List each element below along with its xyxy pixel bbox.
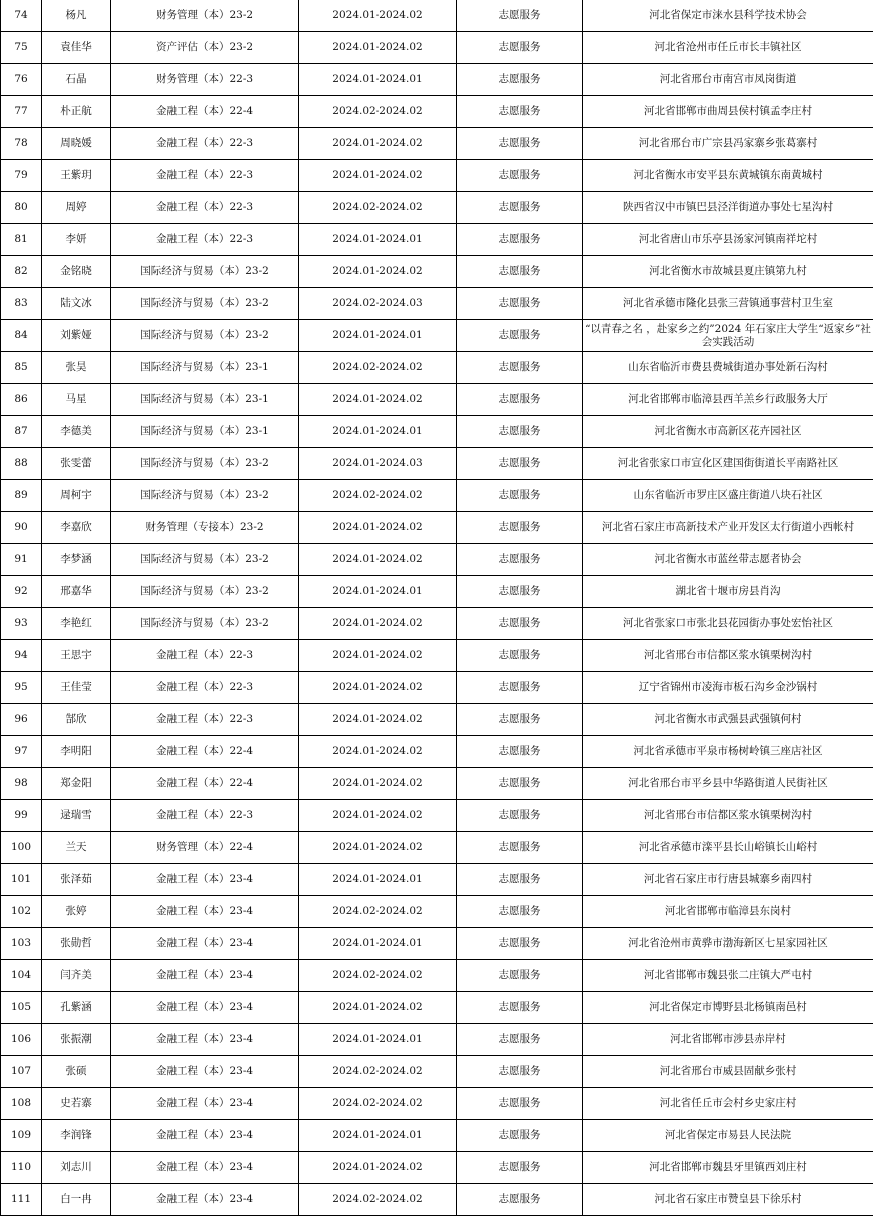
period-cell: 2024.02-2024.02 [299, 1184, 457, 1216]
class-cell: 国际经济与贸易（本）23-1 [111, 352, 299, 384]
period-cell: 2024.01-2024.01 [299, 864, 457, 896]
student-name-cell: 李润锋 [42, 1120, 111, 1152]
activity-type-cell: 志愿服务 [457, 480, 583, 512]
class-cell: 国际经济与贸易（本）23-2 [111, 544, 299, 576]
table-row [1, 1120, 873, 1152]
class-cell: 金融工程（本）22-3 [111, 640, 299, 672]
activity-type-cell: 志愿服务 [457, 1024, 583, 1056]
table-row [1, 448, 873, 480]
period-cell: 2024.01-2024.01 [299, 576, 457, 608]
period-cell: 2024.01-2024.02 [299, 512, 457, 544]
activity-type-cell: 志愿服务 [457, 864, 583, 896]
class-cell: 金融工程（本）23-4 [111, 1056, 299, 1088]
table-row [1, 64, 873, 96]
row-number-cell: 90 [1, 512, 42, 544]
student-name-cell: 马星 [42, 384, 111, 416]
location-cell: 河北省保定市涞水县科学技术协会 [583, 0, 873, 32]
activity-type-cell: 志愿服务 [457, 1120, 583, 1152]
student-name-cell: 孔紫涵 [42, 992, 111, 1024]
student-name-cell: 张雯蕾 [42, 448, 111, 480]
student-name-cell: 兰天 [42, 832, 111, 864]
class-cell: 金融工程（本）22-4 [111, 736, 299, 768]
location-cell: 河北省邯郸市魏县牙里镇西刘庄村 [583, 1152, 873, 1184]
row-number-cell: 75 [1, 32, 42, 64]
row-number-cell: 106 [1, 1024, 42, 1056]
student-name-cell: 李艳红 [42, 608, 111, 640]
row-number-cell: 91 [1, 544, 42, 576]
class-cell: 金融工程（本）23-4 [111, 928, 299, 960]
table-row [1, 1088, 873, 1120]
activity-type-cell: 志愿服务 [457, 640, 583, 672]
student-name-cell: 周晓媛 [42, 128, 111, 160]
student-name-cell: 白一冉 [42, 1184, 111, 1216]
class-cell: 金融工程（本）23-4 [111, 896, 299, 928]
row-number-cell: 96 [1, 704, 42, 736]
location-cell: 河北省衡水市高新区花卉园社区 [583, 416, 873, 448]
student-name-cell: 袁佳华 [42, 32, 111, 64]
student-name-cell: 周柯宇 [42, 480, 111, 512]
student-name-cell: 李嘉欣 [42, 512, 111, 544]
row-number-cell: 111 [1, 1184, 42, 1216]
class-cell: 财务管理（专接本）23-2 [111, 512, 299, 544]
row-number-cell: 104 [1, 960, 42, 992]
table-row [1, 320, 873, 352]
student-name-cell: 王佳莹 [42, 672, 111, 704]
location-cell: 河北省保定市博野县北杨镇南邑村 [583, 992, 873, 1024]
student-name-cell: 王紫玥 [42, 160, 111, 192]
row-number-cell: 80 [1, 192, 42, 224]
row-number-cell: 74 [1, 0, 42, 32]
student-name-cell: 刘志川 [42, 1152, 111, 1184]
student-name-cell: 陆文冰 [42, 288, 111, 320]
activity-type-cell: 志愿服务 [457, 544, 583, 576]
row-number-cell: 109 [1, 1120, 42, 1152]
table-row [1, 352, 873, 384]
table-row [1, 160, 873, 192]
row-number-cell: 84 [1, 320, 42, 352]
activity-type-cell: 志愿服务 [457, 960, 583, 992]
location-cell: 河北省邢台市广宗县冯家寨乡张葛寨村 [583, 128, 873, 160]
location-cell: 河北省邢台市信都区浆水镇栗树沟村 [583, 640, 873, 672]
table-row [1, 1024, 873, 1056]
period-cell: 2024.01-2024.02 [299, 384, 457, 416]
activity-type-cell: 志愿服务 [457, 224, 583, 256]
activity-type-cell: 志愿服务 [457, 192, 583, 224]
table-row [1, 672, 873, 704]
period-cell: 2024.01-2024.02 [299, 32, 457, 64]
table-row [1, 384, 873, 416]
table-row [1, 640, 873, 672]
student-name-cell: 石晶 [42, 64, 111, 96]
table-row [1, 32, 873, 64]
row-number-cell: 83 [1, 288, 42, 320]
period-cell: 2024.01-2024.01 [299, 64, 457, 96]
activity-type-cell: 志愿服务 [457, 1056, 583, 1088]
activity-type-cell: 志愿服务 [457, 992, 583, 1024]
class-cell: 金融工程（本）23-4 [111, 1152, 299, 1184]
table-body [1, 0, 873, 1216]
class-cell: 国际经济与贸易（本）23-2 [111, 288, 299, 320]
activity-type-cell: 志愿服务 [457, 832, 583, 864]
student-name-cell: 朴正航 [42, 96, 111, 128]
activity-type-cell: 志愿服务 [457, 1088, 583, 1120]
row-number-cell: 99 [1, 800, 42, 832]
period-cell: 2024.02-2024.02 [299, 1056, 457, 1088]
class-cell: 金融工程（本）22-3 [111, 192, 299, 224]
location-cell: 河北省衡水市武强县武强镇何村 [583, 704, 873, 736]
table-row [1, 1184, 873, 1216]
period-cell: 2024.01-2024.03 [299, 448, 457, 480]
period-cell: 2024.01-2024.02 [299, 608, 457, 640]
location-cell: 辽宁省锦州市凌海市板石沟乡金沙锅村 [583, 672, 873, 704]
location-cell: 河北省任丘市会村乡史家庄村 [583, 1088, 873, 1120]
table-row [1, 224, 873, 256]
class-cell: 国际经济与贸易（本）23-2 [111, 608, 299, 640]
class-cell: 财务管理（本）22-4 [111, 832, 299, 864]
table-row [1, 1152, 873, 1184]
student-name-cell: 张泽茹 [42, 864, 111, 896]
activity-type-cell: 志愿服务 [457, 256, 583, 288]
row-number-cell: 102 [1, 896, 42, 928]
table-row [1, 288, 873, 320]
student-name-cell: 张婷 [42, 896, 111, 928]
activity-type-cell: 志愿服务 [457, 416, 583, 448]
activity-type-cell: 志愿服务 [457, 736, 583, 768]
row-number-cell: 81 [1, 224, 42, 256]
activity-type-cell: 志愿服务 [457, 672, 583, 704]
student-name-cell: 邢嘉华 [42, 576, 111, 608]
student-name-cell: 逯瑞雪 [42, 800, 111, 832]
row-number-cell: 89 [1, 480, 42, 512]
activity-type-cell: 志愿服务 [457, 800, 583, 832]
location-cell: 河北省沧州市黄骅市渤海新区七星家园社区 [583, 928, 873, 960]
location-cell: “以青春之名 ，赴家乡之约”2024 年石家庄大学生“返家乡”社会实践活动 [583, 320, 873, 352]
activity-type-cell: 志愿服务 [457, 96, 583, 128]
row-number-cell: 88 [1, 448, 42, 480]
location-cell: 河北省保定市易县人民法院 [583, 1120, 873, 1152]
period-cell: 2024.01-2024.01 [299, 1024, 457, 1056]
location-cell: 河北省石家庄市赞皇县下徐乐村 [583, 1184, 873, 1216]
class-cell: 资产评估（本）23-2 [111, 32, 299, 64]
activity-type-cell: 志愿服务 [457, 1184, 583, 1216]
class-cell: 金融工程（本）23-4 [111, 1120, 299, 1152]
table-row [1, 544, 873, 576]
row-number-cell: 97 [1, 736, 42, 768]
period-cell: 2024.01-2024.02 [299, 832, 457, 864]
row-number-cell: 86 [1, 384, 42, 416]
activity-type-cell: 志愿服务 [457, 768, 583, 800]
location-cell: 河北省承德市隆化县张三营镇通事营村卫生室 [583, 288, 873, 320]
location-cell: 河北省衡水市安平县东黄城镇东南黄城村 [583, 160, 873, 192]
class-cell: 金融工程（本）23-4 [111, 960, 299, 992]
class-cell: 金融工程（本）22-3 [111, 160, 299, 192]
period-cell: 2024.01-2024.02 [299, 704, 457, 736]
location-cell: 陕西省汉中市镇巴县泾洋街道办事处七星沟村 [583, 192, 873, 224]
student-name-cell: 张勋哲 [42, 928, 111, 960]
class-cell: 金融工程（本）23-4 [111, 1184, 299, 1216]
table-row [1, 768, 873, 800]
class-cell: 国际经济与贸易（本）23-2 [111, 448, 299, 480]
activity-type-cell: 志愿服务 [457, 1152, 583, 1184]
table-row [1, 128, 873, 160]
table-row [1, 864, 873, 896]
class-cell: 金融工程（本）22-3 [111, 224, 299, 256]
location-cell: 河北省衡水市蓝丝带志愿者协会 [583, 544, 873, 576]
row-number-cell: 85 [1, 352, 42, 384]
period-cell: 2024.01-2024.02 [299, 768, 457, 800]
row-number-cell: 101 [1, 864, 42, 896]
table-row [1, 1056, 873, 1088]
row-number-cell: 95 [1, 672, 42, 704]
period-cell: 2024.01-2024.01 [299, 320, 457, 352]
period-cell: 2024.02-2024.03 [299, 288, 457, 320]
class-cell: 金融工程（本）23-4 [111, 1024, 299, 1056]
class-cell: 金融工程（本）23-4 [111, 1088, 299, 1120]
table-row [1, 992, 873, 1024]
table-row [1, 800, 873, 832]
table-row [1, 960, 873, 992]
class-cell: 金融工程（本）22-3 [111, 704, 299, 736]
row-number-cell: 100 [1, 832, 42, 864]
row-number-cell: 93 [1, 608, 42, 640]
location-cell: 河北省邯郸市曲周县侯村镇孟李庄村 [583, 96, 873, 128]
location-cell: 河北省邯郸市涉县赤岸村 [583, 1024, 873, 1056]
location-cell: 河北省张家口市宣化区建国街街道长平南路社区 [583, 448, 873, 480]
activity-type-cell: 志愿服务 [457, 704, 583, 736]
row-number-cell: 78 [1, 128, 42, 160]
row-number-cell: 92 [1, 576, 42, 608]
activity-type-cell: 志愿服务 [457, 32, 583, 64]
class-cell: 国际经济与贸易（本）23-2 [111, 576, 299, 608]
student-name-cell: 张振潮 [42, 1024, 111, 1056]
activity-type-cell: 志愿服务 [457, 128, 583, 160]
location-cell: 河北省石家庄市高新技术产业开发区太行街道小西帐村 [583, 512, 873, 544]
period-cell: 2024.01-2024.01 [299, 928, 457, 960]
period-cell: 2024.02-2024.02 [299, 480, 457, 512]
activity-type-cell: 志愿服务 [457, 448, 583, 480]
location-cell: 湖北省十堰市房县肖沟 [583, 576, 873, 608]
table-row [1, 0, 873, 32]
student-name-cell: 李明阳 [42, 736, 111, 768]
location-cell: 山东省临沂市费县费城街道办事处新石沟村 [583, 352, 873, 384]
table-row [1, 192, 873, 224]
location-cell: 河北省张家口市张北县花园街办事处宏怡社区 [583, 608, 873, 640]
period-cell: 2024.01-2024.02 [299, 672, 457, 704]
row-number-cell: 94 [1, 640, 42, 672]
activity-type-cell: 志愿服务 [457, 320, 583, 352]
activity-type-cell: 志愿服务 [457, 576, 583, 608]
student-name-cell: 史若寨 [42, 1088, 111, 1120]
activity-type-cell: 志愿服务 [457, 0, 583, 32]
period-cell: 2024.02-2024.02 [299, 192, 457, 224]
period-cell: 2024.02-2024.02 [299, 96, 457, 128]
period-cell: 2024.01-2024.02 [299, 0, 457, 32]
location-cell: 河北省邢台市平乡县中华路街道人民街社区 [583, 768, 873, 800]
class-cell: 国际经济与贸易（本）23-1 [111, 384, 299, 416]
row-number-cell: 110 [1, 1152, 42, 1184]
location-cell: 河北省邯郸市临漳县西羊羔乡行政服务大厅 [583, 384, 873, 416]
location-cell: 河北省承德市滦平县长山峪镇长山峪村 [583, 832, 873, 864]
table-row [1, 512, 873, 544]
activity-type-cell: 志愿服务 [457, 64, 583, 96]
table-row [1, 256, 873, 288]
student-name-cell: 郑金阳 [42, 768, 111, 800]
table-row [1, 96, 873, 128]
row-number-cell: 108 [1, 1088, 42, 1120]
row-number-cell: 105 [1, 992, 42, 1024]
period-cell: 2024.01-2024.02 [299, 160, 457, 192]
row-number-cell: 107 [1, 1056, 42, 1088]
class-cell: 国际经济与贸易（本）23-2 [111, 320, 299, 352]
activity-type-cell: 志愿服务 [457, 160, 583, 192]
location-cell: 山东省临沂市罗庄区盛庄街道八块石社区 [583, 480, 873, 512]
class-cell: 金融工程（本）22-4 [111, 768, 299, 800]
period-cell: 2024.01-2024.02 [299, 800, 457, 832]
location-cell: 河北省承德市平泉市杨树岭镇三座店社区 [583, 736, 873, 768]
student-name-cell: 李德美 [42, 416, 111, 448]
activity-type-cell: 志愿服务 [457, 896, 583, 928]
period-cell: 2024.01-2024.02 [299, 640, 457, 672]
class-cell: 金融工程（本）23-4 [111, 992, 299, 1024]
class-cell: 财务管理（本）23-2 [111, 0, 299, 32]
table-row [1, 576, 873, 608]
student-name-cell: 张昊 [42, 352, 111, 384]
row-number-cell: 79 [1, 160, 42, 192]
class-cell: 金融工程（本）23-4 [111, 864, 299, 896]
table-row [1, 416, 873, 448]
class-cell: 国际经济与贸易（本）23-1 [111, 416, 299, 448]
location-cell: 河北省邯郸市临漳县东岗村 [583, 896, 873, 928]
student-name-cell: 郜欣 [42, 704, 111, 736]
location-cell: 河北省邢台市信都区浆水镇栗树沟村 [583, 800, 873, 832]
period-cell: 2024.02-2024.02 [299, 1088, 457, 1120]
class-cell: 国际经济与贸易（本）23-2 [111, 256, 299, 288]
table-row [1, 736, 873, 768]
location-cell: 河北省唐山市乐亭县汤家河镇南祥坨村 [583, 224, 873, 256]
location-cell: 河北省邢台市南宫市凤岗街道 [583, 64, 873, 96]
activity-type-cell: 志愿服务 [457, 512, 583, 544]
activity-type-cell: 志愿服务 [457, 352, 583, 384]
activity-type-cell: 志愿服务 [457, 928, 583, 960]
row-number-cell: 103 [1, 928, 42, 960]
class-cell: 金融工程（本）22-3 [111, 128, 299, 160]
student-name-cell: 杨凡 [42, 0, 111, 32]
row-number-cell: 82 [1, 256, 42, 288]
period-cell: 2024.01-2024.02 [299, 128, 457, 160]
table-row [1, 608, 873, 640]
location-cell: 河北省石家庄市行唐县城寨乡南四村 [583, 864, 873, 896]
location-cell: 河北省邢台市威县固献乡张村 [583, 1056, 873, 1088]
location-cell: 河北省衡水市故城县夏庄镇第九村 [583, 256, 873, 288]
period-cell: 2024.01-2024.02 [299, 736, 457, 768]
student-name-cell: 李梦涵 [42, 544, 111, 576]
table-row [1, 928, 873, 960]
class-cell: 国际经济与贸易（本）23-2 [111, 480, 299, 512]
student-name-cell: 李妍 [42, 224, 111, 256]
class-cell: 金融工程（本）22-3 [111, 672, 299, 704]
activity-type-cell: 志愿服务 [457, 288, 583, 320]
period-cell: 2024.02-2024.02 [299, 960, 457, 992]
location-cell: 河北省邯郸市魏县张二庄镇大严屯村 [583, 960, 873, 992]
location-cell: 河北省沧州市任丘市长丰镇社区 [583, 32, 873, 64]
student-name-cell: 金铭晓 [42, 256, 111, 288]
period-cell: 2024.01-2024.02 [299, 1152, 457, 1184]
student-name-cell: 周婷 [42, 192, 111, 224]
period-cell: 2024.02-2024.02 [299, 896, 457, 928]
activity-type-cell: 志愿服务 [457, 608, 583, 640]
student-name-cell: 闫齐美 [42, 960, 111, 992]
row-number-cell: 98 [1, 768, 42, 800]
row-number-cell: 87 [1, 416, 42, 448]
class-cell: 金融工程（本）22-4 [111, 96, 299, 128]
period-cell: 2024.01-2024.02 [299, 992, 457, 1024]
period-cell: 2024.01-2024.01 [299, 416, 457, 448]
class-cell: 金融工程（本）22-3 [111, 800, 299, 832]
table-row [1, 896, 873, 928]
student-name-cell: 张硕 [42, 1056, 111, 1088]
activity-type-cell: 志愿服务 [457, 384, 583, 416]
table-row [1, 480, 873, 512]
table-row [1, 832, 873, 864]
student-name-cell: 刘紫娅 [42, 320, 111, 352]
row-number-cell: 77 [1, 96, 42, 128]
table-row [1, 704, 873, 736]
period-cell: 2024.01-2024.02 [299, 256, 457, 288]
row-number-cell: 76 [1, 64, 42, 96]
student-name-cell: 王思宇 [42, 640, 111, 672]
period-cell: 2024.01-2024.01 [299, 1120, 457, 1152]
period-cell: 2024.02-2024.02 [299, 352, 457, 384]
period-cell: 2024.01-2024.02 [299, 544, 457, 576]
period-cell: 2024.01-2024.01 [299, 224, 457, 256]
class-cell: 财务管理（本）22-3 [111, 64, 299, 96]
